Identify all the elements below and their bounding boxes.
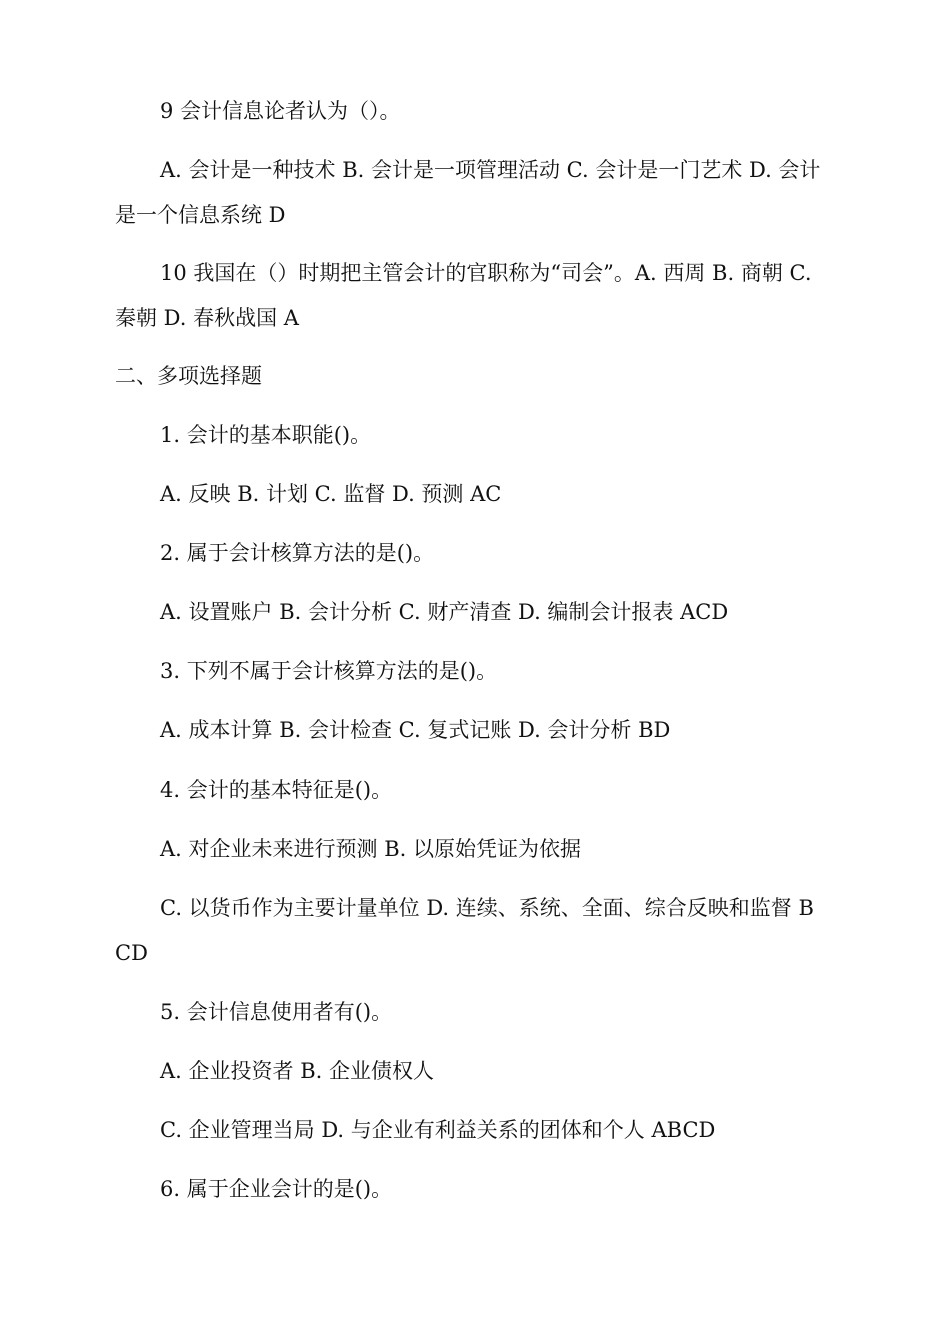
mc-question-1: 1. 会计的基本职能()。 <box>160 423 372 447</box>
mc-question-1-options: A. 反映 B. 计划 C. 监督 D. 预测 AC <box>160 482 502 506</box>
mc-question-3-options: A. 成本计算 B. 会计检查 C. 复式记账 D. 会计分析 BD <box>160 718 671 742</box>
question-9-options: A. 会计是一种技术 B. 会计是一项管理活动 C. 会计是一门艺术 D. 会计是一个信息系统 D <box>115 158 821 227</box>
mc-question-3: 3. 下列不属于会计核算方法的是()。 <box>160 659 498 683</box>
mc-question-2-options: A. 设置账户 B. 会计分析 C. 财产清查 D. 编制会计报表 ACD <box>160 600 729 624</box>
section-heading: 二、多项选择题 <box>115 364 262 388</box>
mc-question-5-options-ab: A. 企业投资者 B. 企业债权人 <box>160 1059 434 1083</box>
mc-question-4-options-ab: A. 对企业未来进行预测 B. 以原始凭证为依据 <box>160 837 581 861</box>
mc-question-2: 2. 属于会计核算方法的是()。 <box>160 541 435 565</box>
mc-question-4: 4. 会计的基本特征是()。 <box>160 778 393 802</box>
mc-question-5-options-cd: C. 企业管理当局 D. 与企业有利益关系的团体和个人 ABCD <box>160 1118 716 1142</box>
mc-question-4-options-cd: C. 以货币作为主要计量单位 D. 连续、系统、全面、综合反映和监督 BCD <box>115 896 814 965</box>
question-9: 9 会计信息论者认为（）。 <box>160 99 401 123</box>
mc-question-5: 5. 会计信息使用者有()。 <box>160 1000 393 1024</box>
question-10: 10 我国在（）时期把主管会计的官职称为“司会”。A. 西周 B. 商朝 C. 秦朝 D. 春秋战国 A <box>115 261 812 330</box>
mc-question-6: 6. 属于企业会计的是()。 <box>160 1177 393 1201</box>
